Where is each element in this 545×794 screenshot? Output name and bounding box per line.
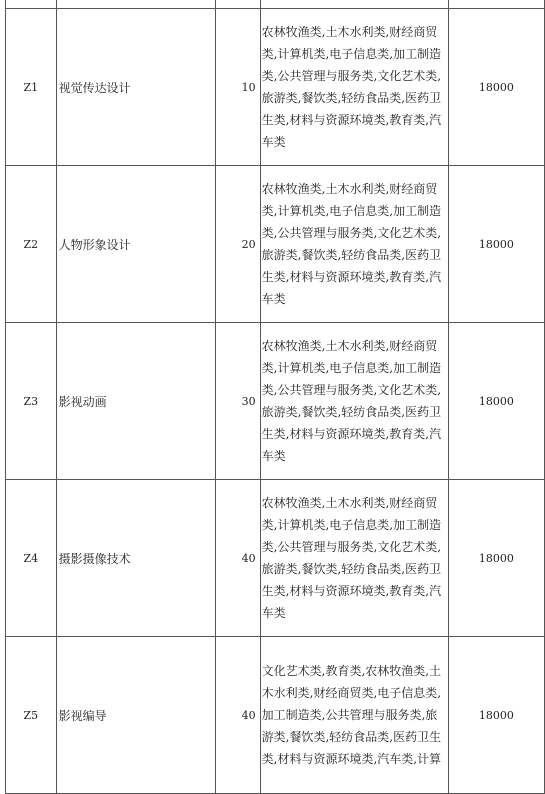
eligible-categories: 农林牧渔类,土木水利类,财经商贸类,计算机类,电子信息类,加工制造类,公共管理与服务类,文化艺术类,旅游类,餐饮类,轻纺食品类,医药卫生类,材料与资源环境类,教育类,汽车类 [261, 25, 442, 149]
cell-empty [56, 0, 215, 9]
major-code: Z1 [6, 9, 57, 166]
table-row [6, 480, 545, 637]
table-row-top-fragment [6, 0, 545, 9]
enrollment-count: 30 [215, 323, 260, 480]
tuition-fee: 18000 [448, 480, 544, 637]
enrollment-count: 40 [215, 480, 260, 637]
eligible-categories-cell [260, 323, 448, 480]
enrollment-count: 20 [215, 166, 260, 323]
cell-empty [448, 0, 544, 9]
cell-empty [215, 0, 260, 9]
eligible-categories-cell [260, 9, 448, 166]
major-code: Z2 [6, 166, 57, 323]
enrollment-count: 40 [215, 637, 260, 794]
cell-empty [6, 0, 57, 9]
table-body [6, 0, 545, 794]
tuition-fee: 18000 [448, 9, 544, 166]
tuition-fee: 18000 [448, 637, 544, 794]
major-name: 摄影摄像技术 [56, 480, 215, 637]
major-code: Z3 [6, 323, 57, 480]
table-row [6, 323, 545, 480]
eligible-categories: 农林牧渔类,土木水利类,财经商贸类,计算机类,电子信息类,加工制造类,公共管理与服务类,文化艺术类,旅游类,餐饮类,轻纺食品类,医药卫生类,材料与资源环境类,教育类,汽车类 [261, 339, 442, 463]
enrollment-count: 10 [215, 9, 260, 166]
table-row [6, 9, 545, 166]
eligible-categories: 文化艺术类,教育类,农林牧渔类,土木水利类,财经商贸类,电子信息类,加工制造类,公共管理与服务类,旅游类,餐饮类,轻纺食品类,医药卫生类,材料与资源环境类,汽车类,计算 [261, 664, 442, 766]
enrollment-table [5, 0, 545, 794]
major-name: 人物形象设计 [56, 166, 215, 323]
major-code: Z5 [6, 637, 57, 794]
eligible-categories-cell [260, 637, 448, 794]
table-row [6, 637, 545, 794]
major-name: 视觉传达设计 [56, 9, 215, 166]
eligible-categories: 农林牧渔类,土木水利类,财经商贸类,计算机类,电子信息类,加工制造类,公共管理与服务类,文化艺术类,旅游类,餐饮类,轻纺食品类,医药卫生类,材料与资源环境类,教育类,汽车类 [261, 496, 442, 620]
cell-empty [260, 0, 448, 9]
table-row [6, 166, 545, 323]
tuition-fee: 18000 [448, 166, 544, 323]
major-code: Z4 [6, 480, 57, 637]
major-name: 影视动画 [56, 323, 215, 480]
major-name: 影视编导 [56, 637, 215, 794]
eligible-categories-cell [260, 166, 448, 323]
tuition-fee: 18000 [448, 323, 544, 480]
eligible-categories: 农林牧渔类,土木水利类,财经商贸类,计算机类,电子信息类,加工制造类,公共管理与服务类,文化艺术类,旅游类,餐饮类,轻纺食品类,医药卫生类,材料与资源环境类,教育类,汽车类 [261, 182, 442, 306]
eligible-categories-cell [260, 480, 448, 637]
